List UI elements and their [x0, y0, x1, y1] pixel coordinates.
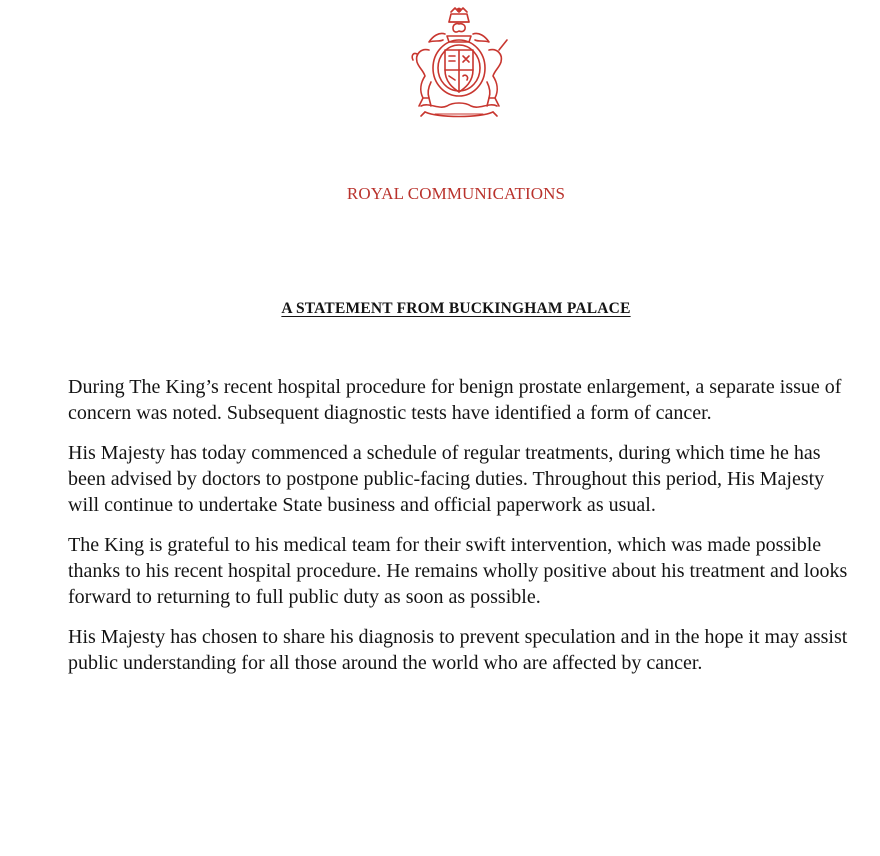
organization-name: ROYAL COMMUNICATIONS	[346, 184, 566, 203]
statement-paragraph: During The King’s recent hospital procedure for benign prostate enlargement, a separate issue of concern was noted. Subsequent diagnostic tests have identified a form of cancer.	[68, 376, 842, 424]
statement-title: A STATEMENT FROM BUCKINGHAM PALACE	[281, 300, 631, 317]
statement-body	[68, 374, 858, 690]
statement-paragraph: His Majesty has today commenced a schedule of regular treatments, during which time he has been advised by doctors to postpone public-facing duties. Throughout this period, His Majesty will continue to undertake State business and official paperwork as usual.	[68, 442, 825, 516]
statement-paragraph: His Majesty has chosen to share his diagnosis to prevent speculation and in the hope it may assist public understanding for all those around the world who are affected by cancer.	[68, 626, 848, 674]
royal-coat-of-arms-icon	[398, 6, 520, 124]
statement-paragraph: The King is grateful to his medical team for their swift intervention, which was made possible thanks to his recent hospital procedure. He remains wholly positive about his treatment and looks forward to returning to full public duty as soon as possible.	[68, 534, 848, 608]
